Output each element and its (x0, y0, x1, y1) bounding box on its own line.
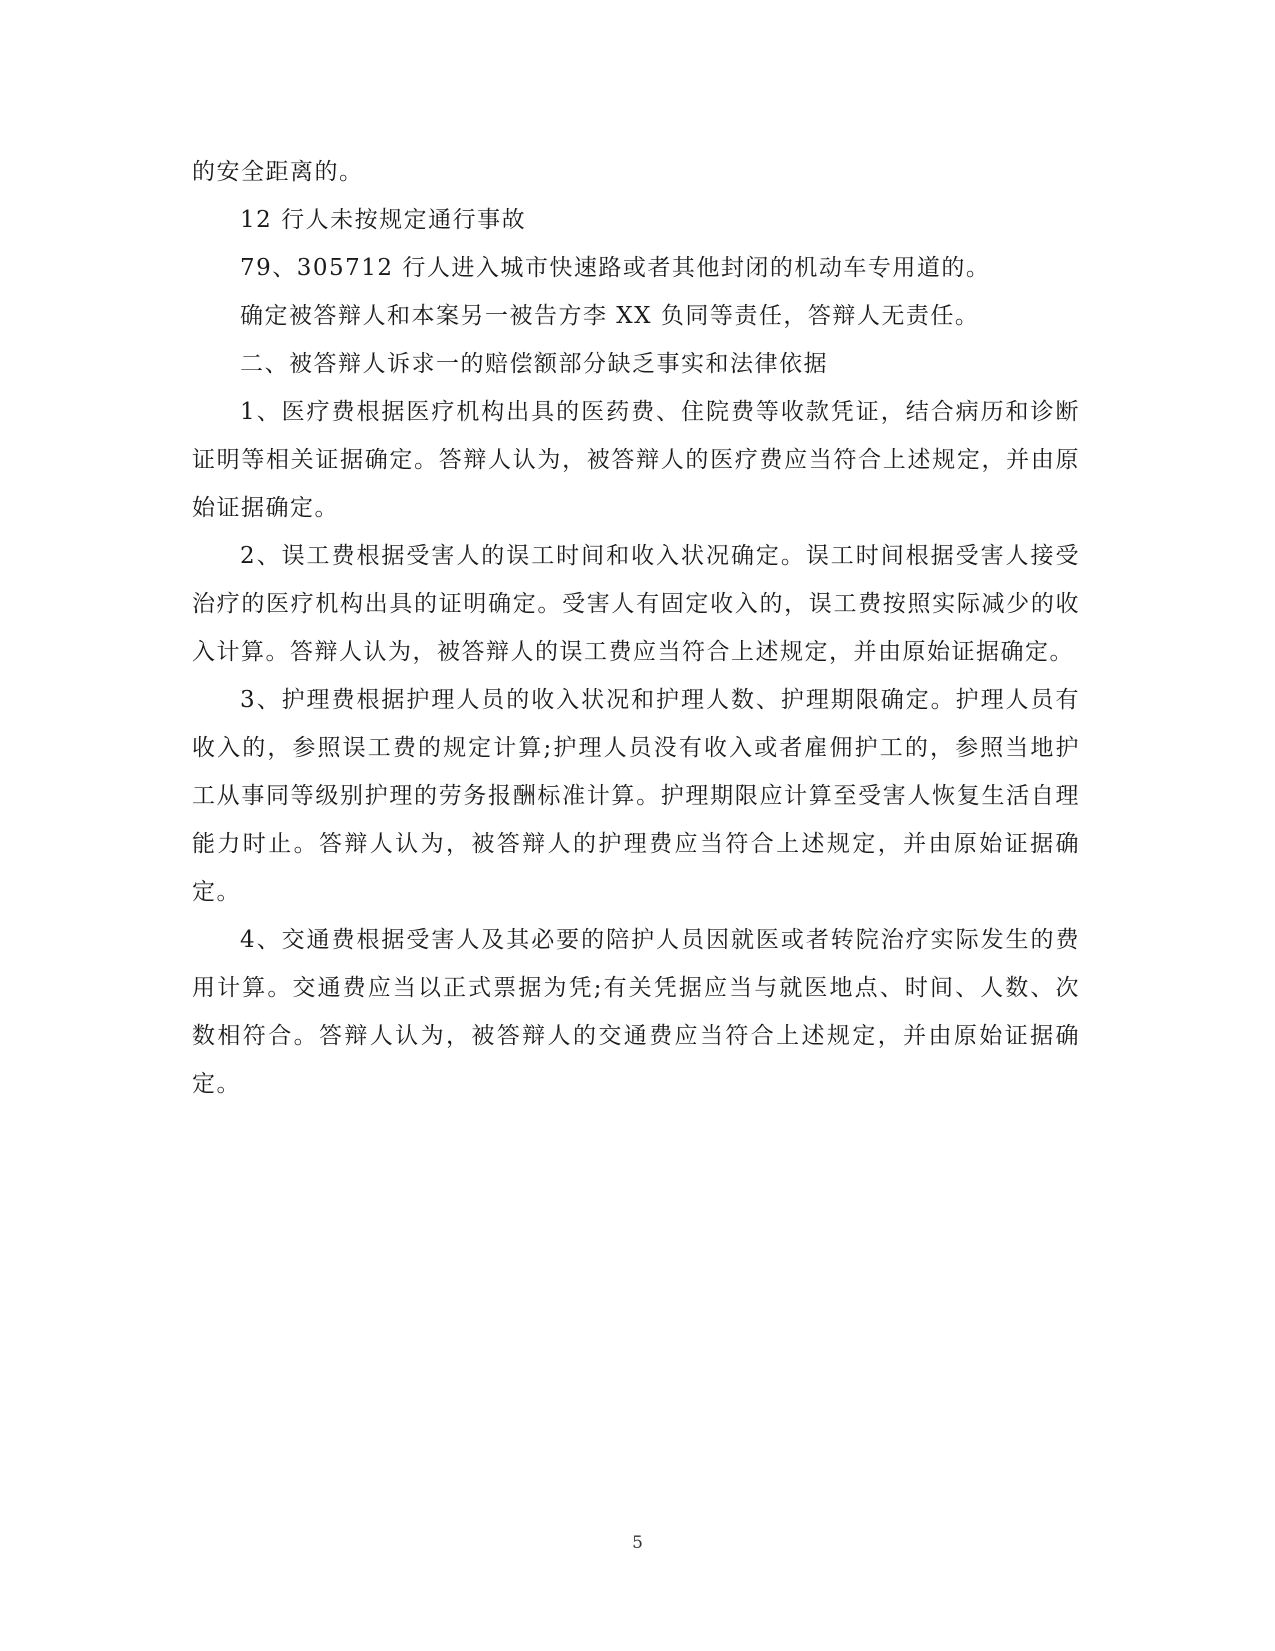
paragraph-heading-pedestrian: 12 行人未按规定通行事故 (240, 207, 527, 233)
paragraph-transport-fees: 4、交通费根据受害人及其必要的陪护人员因就医或者转院治疗实际发生的费用计算。交通费应当以正式票据为凭;有关凭据应当与就医地点、时间、人数、次数相符合。答辩人认为，被答辩人的交通费应当符合上述规定，并由原始证据确定。 (192, 927, 1080, 1097)
page-number: 5 (632, 1533, 643, 1553)
document-body (192, 148, 1080, 1108)
paragraph-expressway-rule: 79、305712 行人进入城市快速路或者其他封闭的机动车专用道的。 (240, 255, 991, 281)
paragraph-medical-fees: 1、医疗费根据医疗机构出具的医药费、住院费等收款凭证，结合病历和诊断证明等相关证据确定。答辩人认为，被答辩人的医疗费应当符合上述规定，并由原始证据确定。 (192, 399, 1080, 521)
paragraph-lost-wages: 2、误工费根据受害人的误工时间和收入状况确定。误工时间根据受害人接受治疗的医疗机构出具的证明确定。受害人有固定收入的，误工费按照实际减少的收入计算。答辩人认为，被答辩人的误工费应当符合上述规定，并由原始证据确定。 (192, 543, 1080, 665)
paragraph-nursing-fees: 3、护理费根据护理人员的收入状况和护理人数、护理期限确定。护理人员有收入的，参照误工费的规定计算;护理人员没有收入或者雇佣护工的，参照当地护工从事同等级别护理的劳务报酬标准计算。护理期限应计算至受害人恢复生活自理能力时止。答辩人认为，被答辩人的护理费应当符合上述规定，并由原始证据确定。 (192, 687, 1080, 905)
section-heading-compensation: 二、被答辩人诉求一的赔偿额部分缺乏事实和法律依据 (240, 351, 828, 377)
paragraph-continuation: 的安全距离的。 (192, 159, 364, 185)
paragraph-liability: 确定被答辩人和本案另一被告方李 XX 负同等责任，答辩人无责任。 (240, 303, 980, 329)
